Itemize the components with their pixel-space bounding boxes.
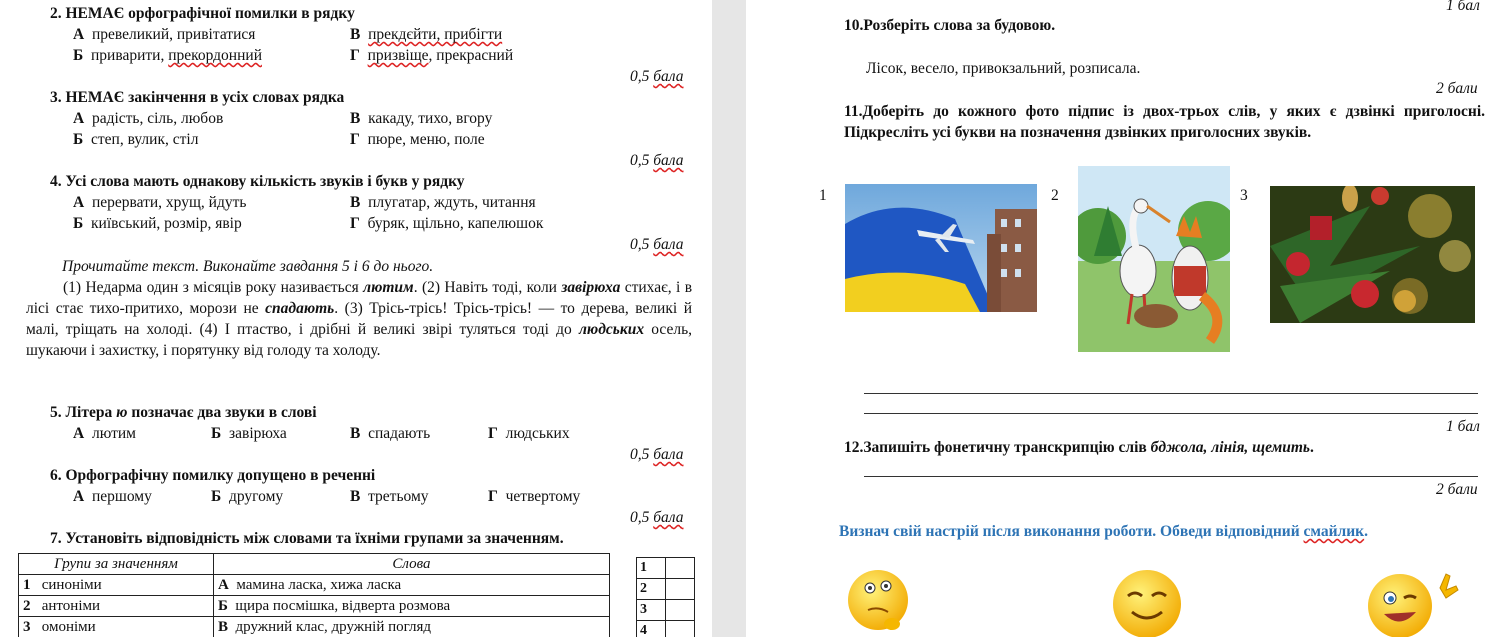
q2-title: 2. НЕМАЄ орфографічної помилки в рядку [50,5,355,22]
content-smiley-icon[interactable] [1108,566,1186,637]
q12-score: 2 бали [1436,481,1478,498]
q10-title: 10.Розберіть слова за будовою. [844,17,1056,34]
q3-option-v: В какаду, тихо, вгору [350,110,493,127]
page-gutter [712,0,746,637]
q11-score: 1 бал [1446,418,1480,435]
q11-title: 11.Доберіть до кожного фото підпис із двох-трьох слів, у яких є дзвінкі приголосні. Підкресліть усі букви на позначення дзвінких приголосних звуків. [844,103,1485,141]
q5-option-g: Г людських [488,425,570,442]
q3-option-a: А радість, сіль, любов [73,110,224,127]
q5-option-b: Б завірюха [211,425,287,442]
answer-cell-3[interactable] [666,600,695,621]
top-score: 1 бал [1446,0,1480,14]
q6-option-a: А першому [73,488,152,505]
q10-words: Лісок, весело, привокзальний, розписала. [866,60,1141,77]
thinking-smiley-icon[interactable] [846,562,916,637]
answer-cell-2[interactable] [666,579,695,600]
table-row: 1 синоніми А мамина ласка, хижа ласка [19,575,610,596]
q4-option-b: Б київський, розмір, явір [73,215,242,232]
q2-option-a: А превеликий, привітатися [73,26,256,43]
reading-intro: Прочитайте текст. Виконайте завдання 5 і 6 до нього. [62,258,434,275]
answer-grid: 1 2 3 4 [636,557,695,637]
q3-title: 3. НЕМАЄ закінчення в усіх словах рядка [50,89,345,106]
q5-option-a: А лютим [73,425,136,442]
q5-score: 0,5 бала [630,446,684,463]
q7-title: 7. Установіть відповідність між словами та їхніми групами за значенням. [50,530,564,547]
photo-label-3: 3 [1240,187,1248,204]
matching-table [18,553,610,637]
q3-option-b: Б степ, вулик, стіл [73,131,199,148]
q2-option-v: В прекдєйти, прибігти [350,26,503,43]
table-row: 3 омоніми В дружний клас, дружній погляд [19,617,610,637]
winking-smiley-icon[interactable] [1364,568,1468,637]
q6-title: 6. Орфографічну помилку допущено в реченні [50,467,376,484]
q5-title: 5. Літера ю позначає два звуки в слові [50,404,317,421]
mood-instruction: Визнач свій настрій після виконання роботи. Обведи відповідний смайлик. [839,523,1368,540]
q2-score: 0,5 бала [630,68,684,85]
q12-title: 12.Запишіть фонетичну транскрипцію слів бджола, лінія, щемить. [844,439,1314,456]
q4-title: 4. Усі слова мають однакову кількість звуків і букв у рядку [50,173,465,190]
q4-score: 0,5 бала [630,236,684,253]
photo-label-2: 2 [1051,187,1059,204]
answer-cell-1[interactable] [666,558,695,579]
q4-option-g: Г буряк, щільно, капелюшок [350,215,544,232]
q4-option-a: А перервати, хрущ, йдуть [73,194,247,211]
table-row: 2 антоніми Б щира посмішка, відверта розмова [19,596,610,617]
q3-option-g: Г пюре, меню, поле [350,131,485,148]
q3-score: 0,5 бала [630,152,684,169]
q2-option-g: Г призвіще, прекрасний [350,47,514,64]
photo-flag-airplane [845,184,1037,312]
q6-option-g: Г четвертому [488,488,581,505]
photo-label-1: 1 [819,187,827,204]
photo-christmas-tree [1270,186,1475,323]
q6-option-b: Б другому [211,488,284,505]
photo-stork-fox [1078,166,1230,352]
q5-option-v: В спадають [350,425,431,442]
q6-option-v: В третьому [350,488,429,505]
answer-line-3[interactable] [864,476,1478,477]
reading-text: (1) Недарма один з місяців року називається лютим. (2) Навіть тоді, коли завірюха стихає, і в лісі стає тихо-притихо, морози не спадають. (3) Трісь-трісь! Трісь-трісь! — то дерева, великі й малі, тріщать на холоді. (4) І птаство, і дрібні й великі звірі туляться тоді до людських осель, шукаючи і захистку, і порятунку від голоду та холоду. [26,279,693,359]
q6-score: 0,5 бала [630,509,684,526]
answer-line-1[interactable] [864,393,1478,394]
answer-line-2[interactable] [864,413,1478,414]
q2-option-b: Б приварити, прекордонний [73,47,262,64]
column-header-groups: Групи за значенням [19,554,214,575]
column-header-words: Слова [214,554,610,575]
q10-score: 2 бали [1436,80,1478,97]
right-page [746,0,1503,637]
q4-option-v: В плугатар, ждуть, читання [350,194,536,211]
answer-cell-4[interactable] [666,621,695,637]
left-page [0,0,712,637]
